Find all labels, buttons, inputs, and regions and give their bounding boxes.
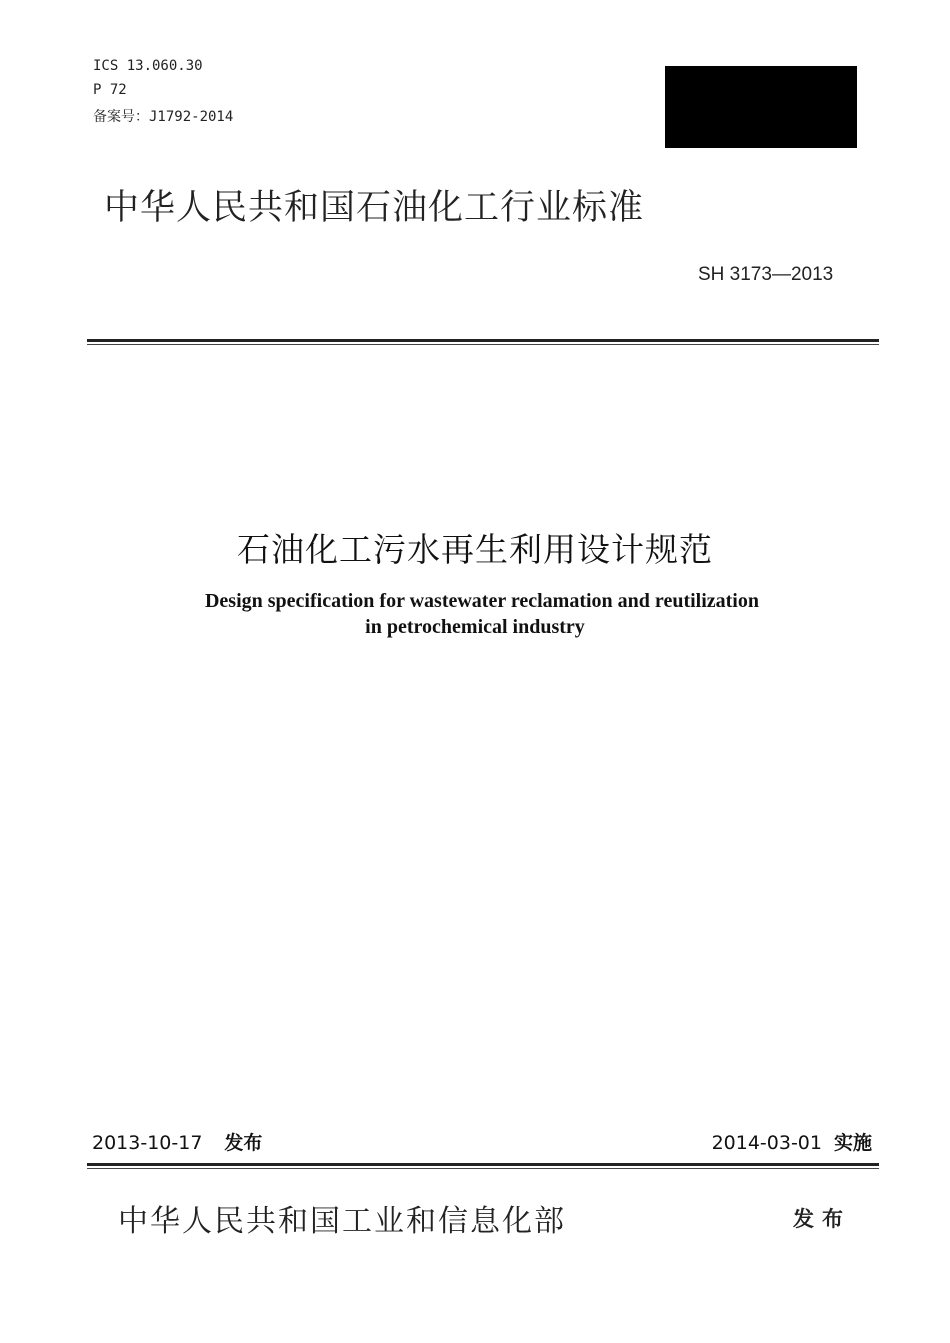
effective-label: 实施 — [833, 1132, 872, 1154]
document-title-chinese: 石油化工污水再生利用设计规范 — [237, 530, 713, 569]
document-title-english-line1: Design specification for wastewater reclamation and reutilization — [204, 590, 759, 612]
classification-code: P 72 — [93, 82, 127, 98]
ics-code: ICS 13.060.30 — [93, 58, 203, 74]
filing-number: 备案号：J1792-2014 — [93, 109, 234, 125]
issue-date-block — [92, 1128, 262, 1155]
effective-date: 2014-03-01 — [711, 1132, 822, 1154]
standard-number: SH 3173—2013 — [698, 264, 834, 285]
publish-label: 发布 — [793, 1207, 851, 1231]
top-divider-thick — [87, 339, 879, 342]
bottom-divider-thin — [87, 1168, 879, 1169]
redaction-block — [665, 66, 857, 148]
bottom-divider-thick — [87, 1163, 879, 1166]
issue-label: 发布 — [224, 1132, 263, 1154]
publisher-name: 中华人民共和国工业和信息化部 — [118, 1204, 566, 1239]
standard-category-title: 中华人民共和国石油化工行业标准 — [104, 188, 645, 228]
top-divider-thin — [87, 344, 879, 345]
effective-date-block — [712, 1128, 872, 1155]
document-title-english-line2: in petrochemical industry — [365, 616, 585, 638]
issue-date: 2013-10-17 — [92, 1132, 203, 1154]
